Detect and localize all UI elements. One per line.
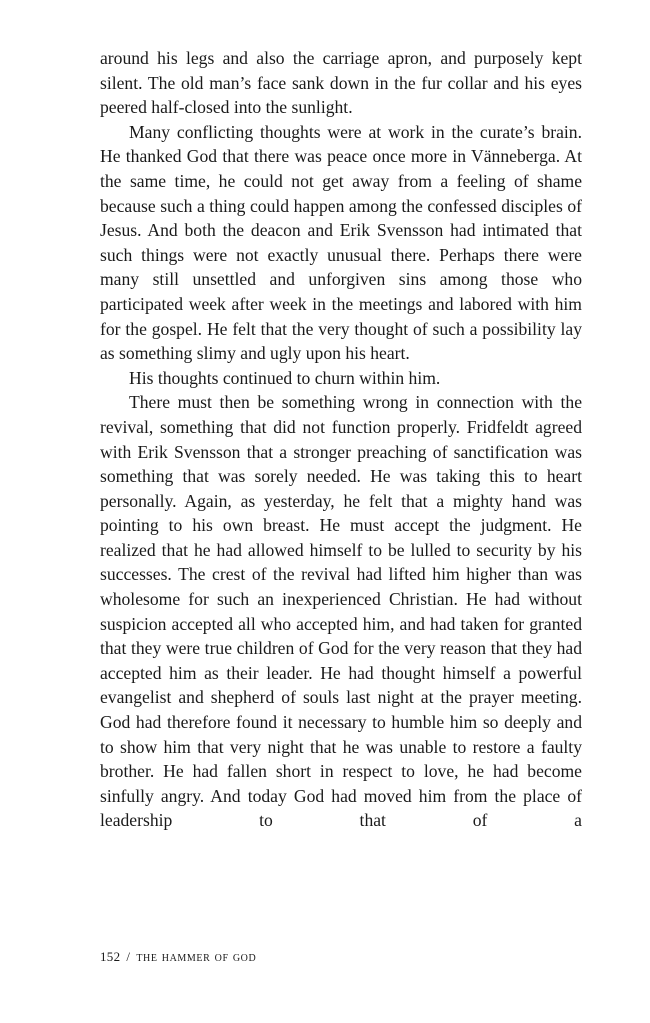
page-body: [100, 46, 582, 833]
paragraph-2: Many conflicting thoughts were at work in the curate’s brain. He thanked God that there was peace once more in Vänneberga. At the same time, he could not get away from a feeling of shame because such a thing could happen among the confessed disciples of Jesus. And both the deacon and Erik Svensson had intimated that such things were not exactly unusual there. Perhaps there were many still unsettled and unforgiven sins among those who participated week after week in the meetings and labored with him for the gospel. He felt that the very thought of such a possibility lay as something slimy and ugly upon his heart.: [100, 121, 582, 364]
running-footer: [100, 949, 256, 966]
page-number: 152: [100, 949, 121, 964]
paragraph-4: There must then be something wrong in connection with the revival, something that did not function properly. Fridfeldt agreed with Erik Svensson that a stronger preaching of sanctification was something that was sorely needed. He was taking this to heart personally. Again, as yesterday, he felt that a mighty hand was pointing to his own breast. He must accept the judgment. He realized that he had allowed himself to be lulled to security by his successes. The crest of the revival had lifted him higher than was wholesome for such an inexperienced Christian. He had without suspicion accepted all who accepted him, and had taken for granted that they were true children of God for the very reason that they had accepted him as their leader. He had thought himself a powerful evangelist and shepherd of souls last night at the prayer meeting. God had therefore found it necessary to humble him so deeply and to show him that very night that he was unable to restore a faulty brother. He had fallen short in respect to love, he had become sinfully angry. And today God had moved him from the place of leadership to that of a: [100, 392, 582, 831]
footer-separator: /: [126, 949, 131, 964]
book-title: the hammer of god: [136, 949, 257, 965]
paragraph-1: around his legs and also the carriage apron, and purposely kept silent. The old man’s face sank down in the fur collar and his eyes peered half-closed into the sunlight.: [100, 48, 582, 118]
paragraph-3: His thoughts continued to churn within him.: [129, 367, 441, 388]
